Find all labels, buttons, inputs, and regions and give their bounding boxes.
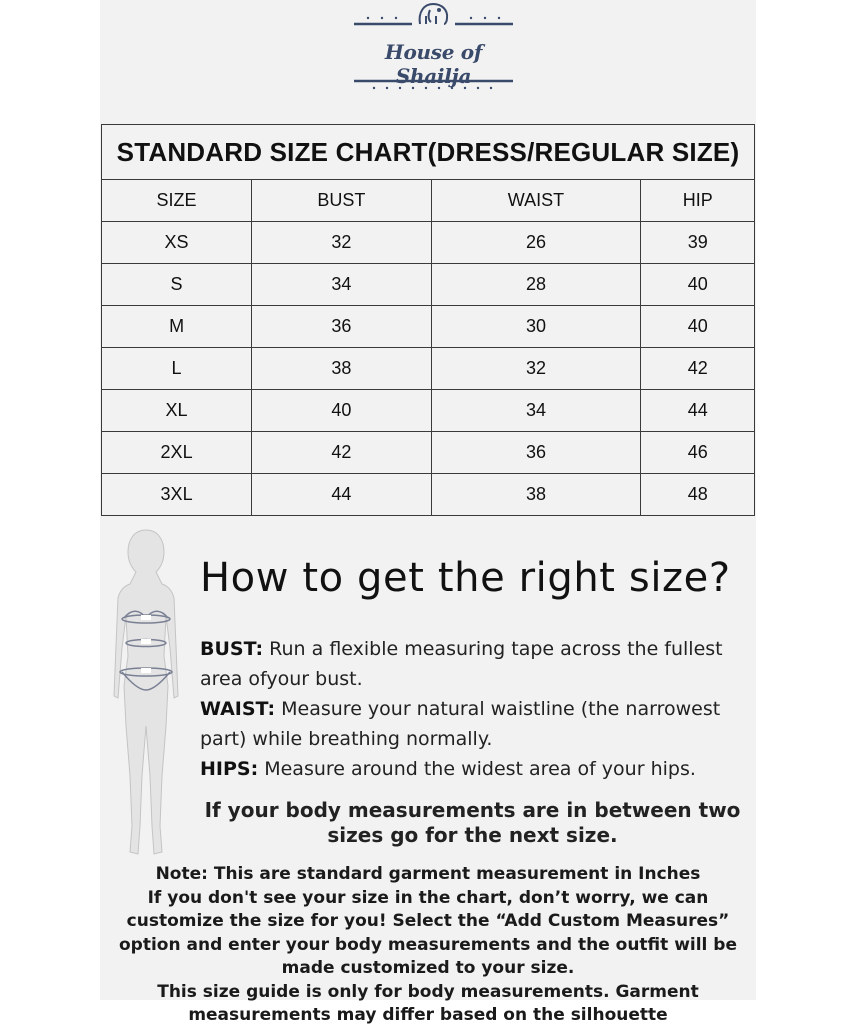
size-cell: XS <box>102 222 252 264</box>
waist-cell: 34 <box>431 390 641 432</box>
bust-cell: 40 <box>252 390 431 432</box>
column-header: WAIST <box>431 180 641 222</box>
size-chart-title: STANDARD SIZE CHART(DRESS/REGULAR SIZE) <box>102 125 755 180</box>
hip-cell: 44 <box>641 390 755 432</box>
instruction-label: BUST: <box>200 638 264 660</box>
bust-cell: 38 <box>252 348 431 390</box>
brand-logo <box>352 0 515 96</box>
bust-cell: 44 <box>252 474 431 516</box>
hip-cell: 48 <box>641 474 755 516</box>
hip-cell: 40 <box>641 306 755 348</box>
size-cell: 2XL <box>102 432 252 474</box>
waist-cell: 30 <box>431 306 641 348</box>
table-row <box>102 306 755 348</box>
notes-block <box>100 863 756 1028</box>
hip-cell: 39 <box>641 222 755 264</box>
bust-cell: 32 <box>252 222 431 264</box>
bust-cell: 36 <box>252 306 431 348</box>
bust-cell: 42 <box>252 432 431 474</box>
instruction-hips <box>200 754 750 784</box>
note-line: If you don't see your size in the chart, don’t worry, we can customize the size for you! Select the “Add Custom Measures” option and enter your body measurements and the outfit will be made customized to your size. <box>119 887 737 978</box>
table-row <box>102 390 755 432</box>
instruction-waist <box>200 694 750 754</box>
size-cell: 3XL <box>102 474 252 516</box>
size-tip: If your body measurements are in between two sizes go for the next size. <box>204 798 741 847</box>
size-cell: S <box>102 264 252 306</box>
table-row <box>102 222 755 264</box>
size-chart-table <box>101 124 755 516</box>
size-chart-header <box>102 180 755 222</box>
table-row <box>102 264 755 306</box>
bust-cell: 34 <box>252 264 431 306</box>
table-row <box>102 474 755 516</box>
instruction-bust <box>200 634 750 694</box>
size-cell: M <box>102 306 252 348</box>
note-line: Note: This are standard garment measurement in Inches <box>155 864 701 884</box>
measurement-instructions <box>200 634 750 784</box>
brand-name: House of Shailja <box>384 40 483 88</box>
column-header: HIP <box>641 180 755 222</box>
guide-heading: How to get the right size? <box>200 555 731 601</box>
instruction-label: WAIST: <box>200 698 276 720</box>
waist-cell: 36 <box>431 432 641 474</box>
column-header: SIZE <box>102 180 252 222</box>
hip-cell: 42 <box>641 348 755 390</box>
table-row <box>102 348 755 390</box>
column-header: BUST <box>252 180 431 222</box>
table-row <box>102 432 755 474</box>
waist-cell: 32 <box>431 348 641 390</box>
waist-cell: 28 <box>431 264 641 306</box>
elephant-icon <box>420 4 447 24</box>
size-cell: XL <box>102 390 252 432</box>
instruction-text: Run a flexible measuring tape across the fullest area ofyour bust. <box>200 638 723 690</box>
note-line: This size guide is only for body measurements. Garment measurements may differ based on the silhouette <box>157 981 699 1025</box>
waist-cell: 26 <box>431 222 641 264</box>
hip-cell: 46 <box>641 432 755 474</box>
size-cell: L <box>102 348 252 390</box>
instruction-text: Measure your natural waistline (the narrowest part) while breathing normally. <box>200 698 721 750</box>
waist-cell: 38 <box>431 474 641 516</box>
body-silhouette <box>106 526 186 866</box>
hip-cell: 40 <box>641 264 755 306</box>
instruction-text: Measure around the widest area of your hips. <box>258 758 696 780</box>
instruction-label: HIPS: <box>200 758 259 780</box>
